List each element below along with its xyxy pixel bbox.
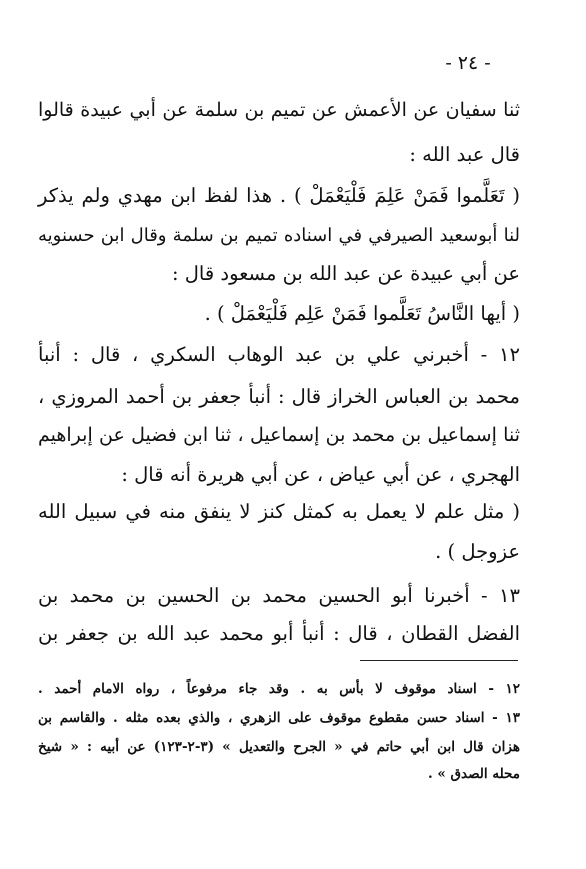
body-line: لنا أبوسعيد الصيرفي في اسناده تميم بن سلمة وقال ابن حسنويه [38,225,520,246]
page-number: - ٢٤ - [445,52,491,74]
body-line: قال عبد الله : [409,143,520,166]
footnote-line: هزان قال ابن أبي حاتم في « الجرح والتعديل » (٣-٢-١٢٣) عن أبيه : « شيخ [38,739,520,755]
body-line: ( أيها النَّاسُ تَعَلَّموا فَمَنْ عَلِم فَلْيَعْمَلْ ) . [204,302,520,325]
footnote-line: ١٢ - اسناد موقوف لا بأس به . وقد جاء مرفوعاً ، رواه الامام أحمد . [38,681,520,697]
body-line: ( تَعَلَّموا فَمَنْ عَلِمَ فَلْيَعْمَلْ ) . هذا لفظ ابن مهدي ولم يذكر [38,184,520,207]
body-line: ثنا إسماعيل بن محمد بن إسماعيل ، ثنا ابن فضيل عن إبراهيم [38,424,520,446]
body-line: عن أبي عبيدة عن عبد الله بن مسعود قال : [171,262,520,285]
footnote-line: ١٣ - اسناد حسن مقطوع موقوف على الزهري ، والذي بعده مثله . والقاسم بن [38,710,520,726]
footnote-line: محله الصدق » . [427,766,520,782]
body-line: الهجري ، عن أبي عياض ، عن أبي هريرة أنه قال : [121,463,520,486]
body-line: محمد بن العباس الخراز قال : أنبأ جعفر بن أحمد المروزي ، [38,385,520,408]
body-line: ١٢ - أخبرني علي بن عبد الوهاب السكري ، قال : أنبأ [38,343,520,366]
footnote-divider [360,660,518,661]
body-line: ثنا سفيان عن الأعمش عن تميم بن سلمة عن أبي عبيدة قالوا [38,99,520,121]
body-line: الفضل القطان ، قال : أنبأ أبو محمد عبد الله بن جعفر بن [38,622,520,645]
body-line: عزوجل ) . [435,540,520,563]
body-line: ( مثل علم لا يعمل به كمثل كنز لا ينفق منه في سبيل الله [38,500,520,523]
body-line: ١٣ - أخبرنا أبو الحسين محمد بن الحسين بن محمد بن [38,584,520,607]
